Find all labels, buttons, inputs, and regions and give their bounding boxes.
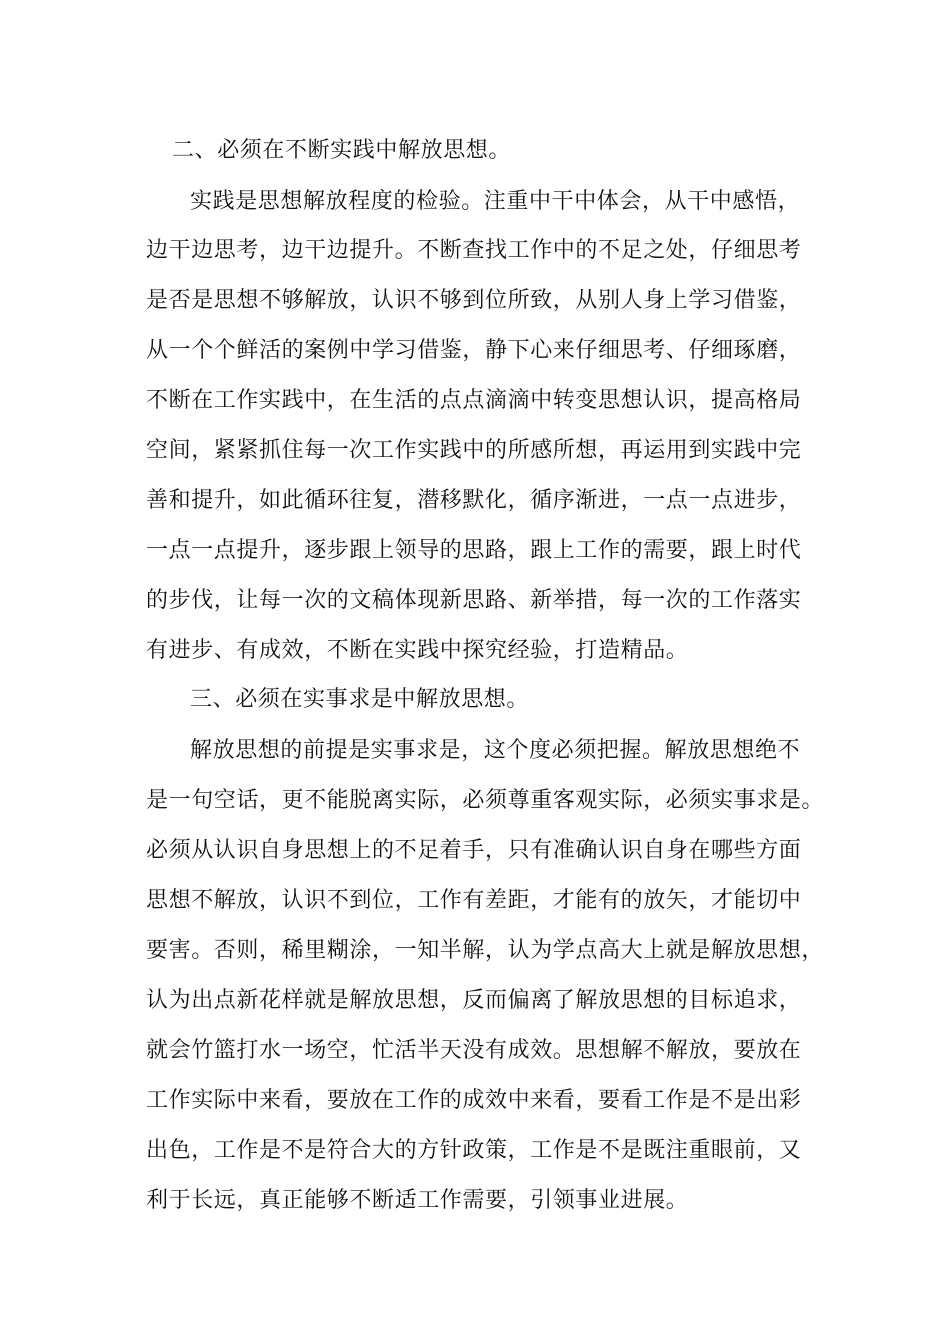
- paragraph-line: 出色，工作是不是符合大的方针政策，工作是不是既注重眼前，又: [146, 1138, 802, 1163]
- paragraph-line: 要害。否则，稀里糊涂，一知半解，认为学点高大上就是解放思想，: [146, 938, 825, 963]
- paragraph-line: 一点一点提升，逐步跟上领导的思路，跟上工作的需要，跟上时代: [146, 538, 802, 563]
- paragraph-line: 认为出点新花样就是解放思想，反而偏离了解放思想的目标追求，: [146, 988, 802, 1013]
- paragraph-line: 利于长远，真正能够不断适工作需要，引领事业进展。: [146, 1188, 689, 1213]
- paragraph-line: 从一个个鲜活的案例中学习借鉴，静下心来仔细思考、仔细琢磨，: [146, 338, 802, 363]
- section-heading-two: 二、必须在不断实践中解放思想。: [172, 138, 512, 163]
- paragraph-line: 的步伐，让每一次的文稿体现新思路、新举措，每一次的工作落实: [146, 588, 802, 613]
- paragraph-line: 是一句空话，更不能脱离实际，必须尊重客观实际，必须实事求是。: [146, 788, 825, 813]
- section-heading-three: 三、必须在实事求是中解放思想。: [190, 687, 530, 712]
- paragraph-line: 有进步、有成效，不断在实践中探究经验，打造精品。: [146, 638, 689, 663]
- paragraph-line: 善和提升，如此循环往复，潜移默化，循序渐进，一点一点进步，: [146, 488, 802, 513]
- paragraph-line: 是否是思想不够解放，认识不够到位所致，从别人身上学习借鉴，: [146, 288, 802, 313]
- paragraph-line: 解放思想的前提是实事求是，这个度必须把握。解放思想绝不: [190, 738, 801, 763]
- paragraph-line: 边干边思考，边干边提升。不断查找工作中的不足之处，仔细思考: [146, 238, 802, 263]
- paragraph-line: 实践是思想解放程度的检验。注重中干中体会，从干中感悟，: [190, 189, 801, 214]
- paragraph-line: 工作实际中来看，要放在工作的成效中来看，要看工作是不是出彩: [146, 1088, 802, 1113]
- paragraph-line: 必须从认识自身思想上的不足着手，只有准确认识自身在哪些方面: [146, 838, 802, 863]
- paragraph-line: 不断在工作实践中，在生活的点点滴滴中转变思想认识，提高格局: [146, 388, 802, 413]
- paragraph-line: 就会竹篮打水一场空，忙活半天没有成效。思想解不解放，要放在: [146, 1038, 802, 1063]
- paragraph-line: 思想不解放，认识不到位，工作有差距，才能有的放矢，才能切中: [146, 888, 802, 913]
- paragraph-line: 空间，紧紧抓住每一次工作实践中的所感所想，再运用到实践中完: [146, 438, 802, 463]
